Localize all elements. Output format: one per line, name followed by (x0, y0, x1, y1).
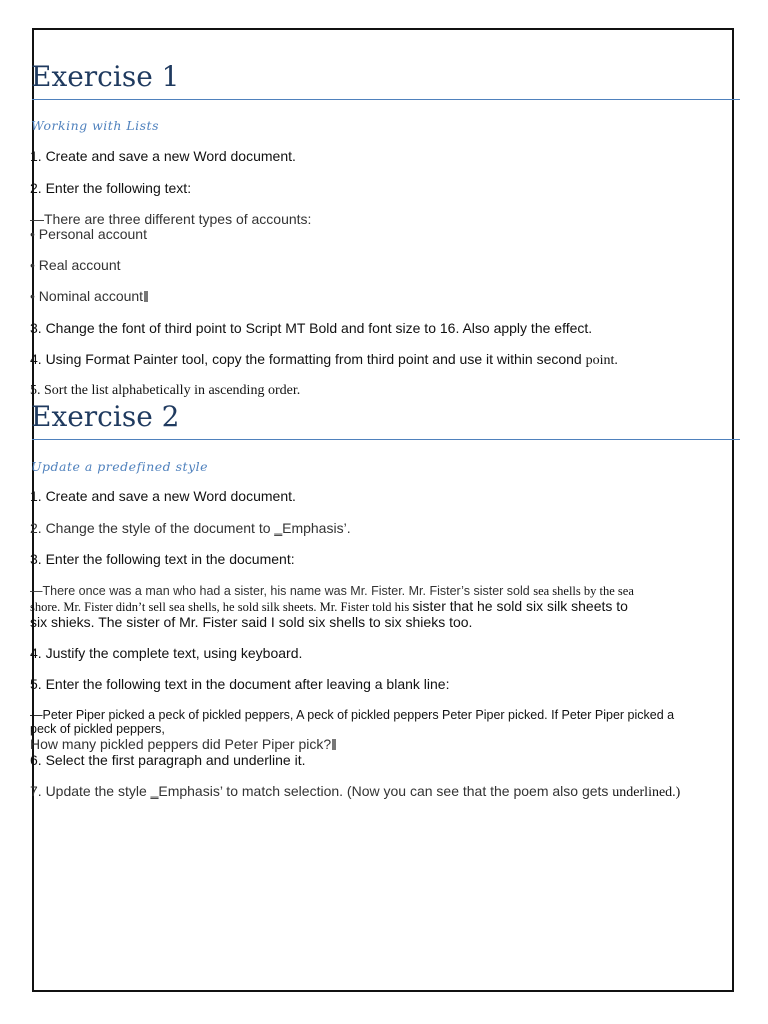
exercise-1-step-2: 2. Enter the following text: (30, 180, 192, 196)
exercise-2-subtitle: Update a predefined style (31, 459, 209, 474)
paragraph-line-1-text: —There once was a man who had a sister, his name was Mr. Fister. Mr. Fister’s sister sold (30, 584, 534, 598)
step-4-text: 4. Using Format Painter tool, copy the formatting from third point and use it within second (30, 351, 586, 367)
exercise-1-subtitle: Working with Lists (31, 118, 159, 133)
poem-line-3-text: How many pickled peppers did Peter Piper pick? (30, 736, 332, 752)
step-7-text: 7. Update the style ‗Emphasis’ to match selection. (Now you can see that the poem also gets (30, 783, 613, 799)
page-frame (32, 28, 734, 992)
paragraph-mark-icon (144, 291, 148, 302)
exercise-1-quote: —There are three different types of accounts: (30, 211, 312, 227)
exercise-2-step-4: 4. Justify the complete text, using keyboard. (30, 645, 303, 661)
exercise-2-step-7 (30, 782, 680, 802)
exercise-2-step-2: 2. Change the style of the document to ‗Emphasis’. (30, 520, 351, 536)
exercise-1-bullet-3 (30, 287, 148, 305)
exercise-2-poem-line-1: —Peter Piper picked a peck of pickled peppers, A peck of pickled peppers Peter Piper picked. If Peter Piper picked a (30, 708, 675, 722)
exercise-1-step-1: 1. Create and save a new Word document. (30, 148, 296, 164)
paragraph-line-2-text: shore. Mr. Fister didn’t sell sea shells, he sold silk sheets. Mr. Fister told his (30, 600, 413, 614)
step-7-text-end: underlined.) (612, 785, 681, 800)
exercise-1-step-4 (30, 350, 618, 370)
exercise-2-step-1: 1. Create and save a new Word document. (30, 488, 296, 504)
paragraph-mark-icon (332, 739, 336, 750)
exercise-2-step-5: 5. Enter the following text in the document after leaving a blank line: (30, 676, 450, 692)
exercise-1-step-5: 5. Sort the list alphabetically in ascending order. (30, 383, 301, 398)
exercise-1-bullet-2: • Real account (30, 257, 121, 273)
exercise-1-title: Exercise 1 (31, 60, 180, 93)
step-4-text-end: point. (585, 353, 618, 368)
exercise-2-rule (32, 439, 740, 440)
exercise-1-rule (32, 99, 740, 100)
exercise-2-step-6: 6. Select the first paragraph and underline it. (30, 752, 306, 768)
paragraph-line-1-end: sea shells by the sea (533, 584, 634, 598)
exercise-1-bullet-1: • Personal account (30, 226, 147, 242)
exercise-2-title: Exercise 2 (31, 400, 180, 433)
paragraph-line-2-end: sister that he sold six silk sheets to (412, 598, 628, 614)
exercise-1-step-3: 3. Change the font of third point to Script MT Bold and font size to 16. Also apply the effect. (30, 320, 593, 336)
exercise-2-step-3: 3. Enter the following text in the document: (30, 551, 295, 567)
bullet-3-text: • Nominal account (30, 288, 144, 304)
exercise-2-paragraph-line-3: six shieks. The sister of Mr. Fister said I sold six shells to six shieks too. (30, 614, 473, 630)
exercise-2-poem-line-2: peck of pickled peppers, (30, 722, 165, 736)
